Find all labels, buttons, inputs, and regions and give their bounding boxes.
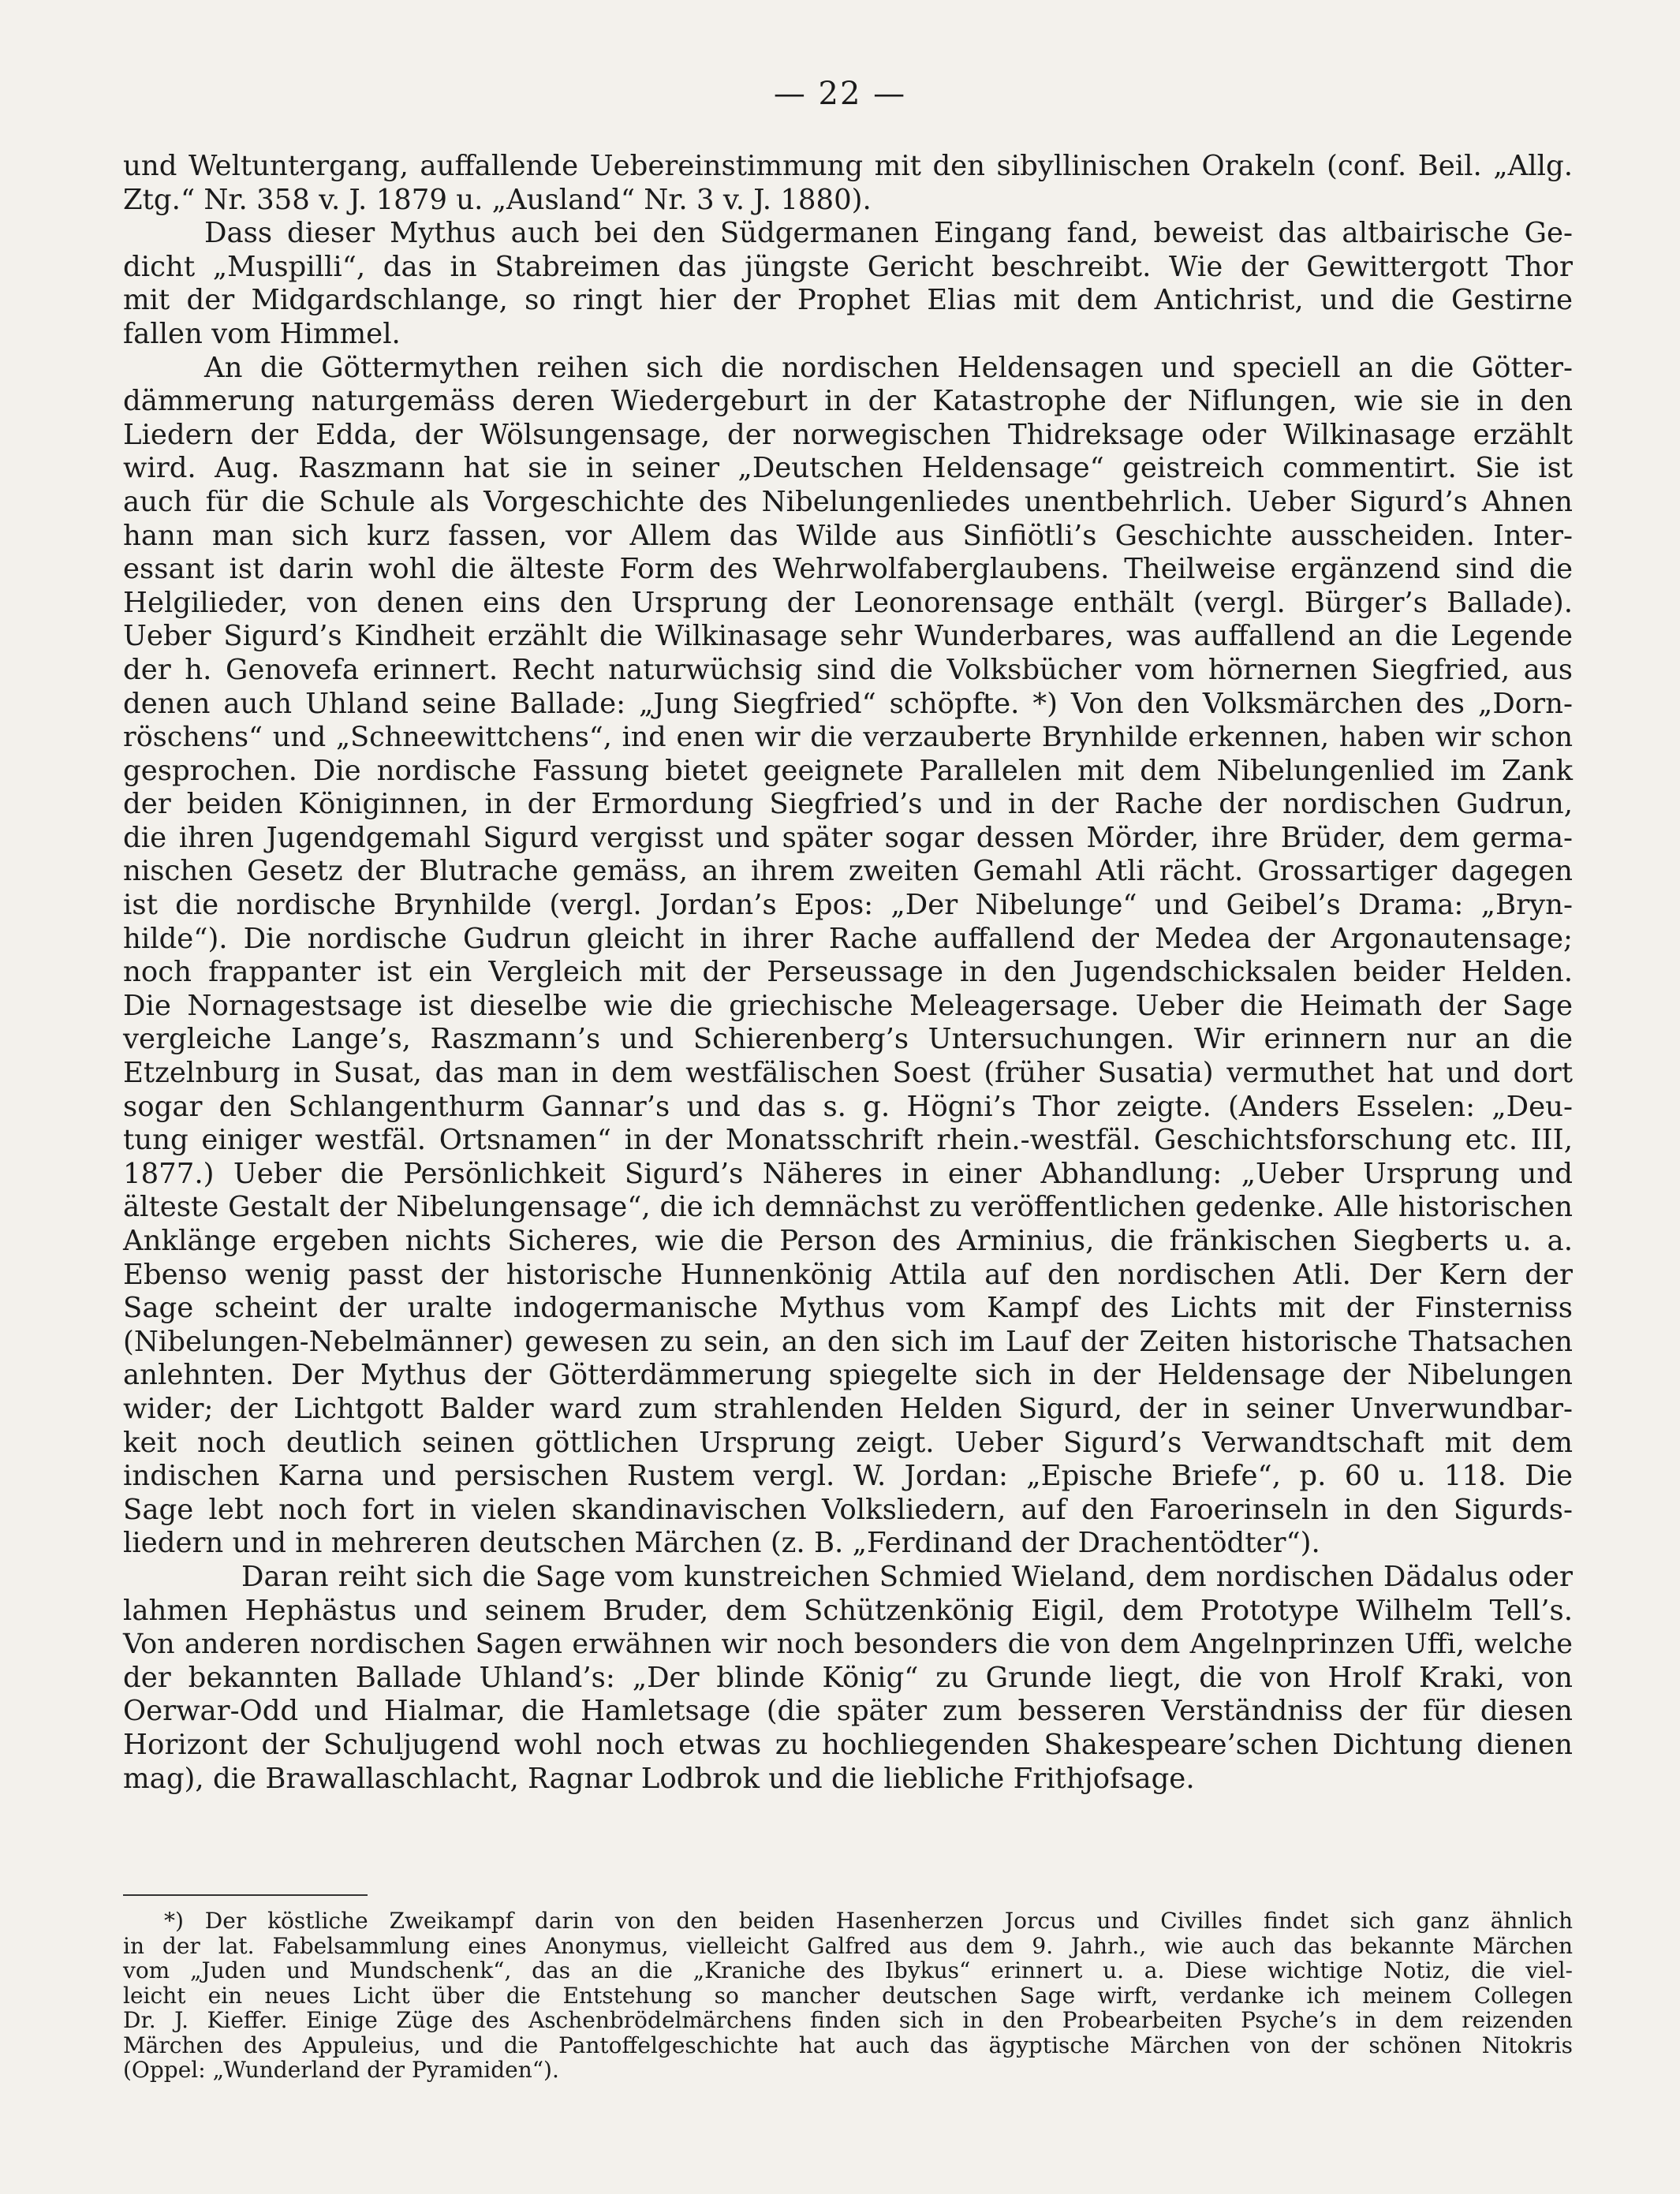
text-line: 1877.) Ueber die Persönlichkeit Sigurd’s Näheres in einer Abhandlung: „Ueber Ursprung und bbox=[123, 1157, 1573, 1190]
text-line: liedern und in mehreren deutschen Märchen (z. B. „Ferdinand der Drachentödter“). bbox=[123, 1527, 1320, 1560]
footnote-line: *) Der köstliche Zweikampf darin von den beiden Hasenherzen Jorcus und Civilles findet sich ganz ähnlich bbox=[164, 1908, 1573, 1934]
footnote-line: vom „Juden und Mundschenk“, das an die „Kraniche des Ibykus“ erinnert u. a. Diese wichtige Notiz, die viel- bbox=[123, 1957, 1573, 1983]
text-line: (Nibelungen-Nebelmänner) gewesen zu sein, an den sich im Lauf der Zeiten historische Thatsachen bbox=[123, 1325, 1573, 1358]
text-line: indischen Karna und persischen Rustem vergl. W. Jordan: „Epische Briefe“, p. 60 u. 118. Die bbox=[123, 1460, 1573, 1493]
text-line: Ueber Sigurd’s Kindheit erzählt die Wilkinasage sehr Wunderbares, was auffallend an die Legende bbox=[123, 620, 1573, 653]
text-line: Sage scheint der uralte indogermanische Mythus vom Kampf des Lichts mit der Finsterniss bbox=[123, 1292, 1573, 1325]
text-line: essant ist darin wohl die älteste Form des Wehrwolfaberglaubens. Theilweise ergänzend sind die bbox=[123, 553, 1573, 586]
text-line: wider; der Lichtgott Balder ward zum strahlenden Helden Sigurd, der in seiner Unverwundbar- bbox=[123, 1392, 1573, 1425]
text-line: ist die nordische Brynhilde (vergl. Jordan’s Epos: „Der Nibelunge“ und Geibel’s Drama: „Bryn- bbox=[123, 889, 1573, 922]
text-line: Ztg.“ Nr. 358 v. J. 1879 u. „Ausland“ Nr. 3 v. J. 1880). bbox=[123, 183, 872, 216]
footnote bbox=[123, 1909, 1573, 2083]
text-line: Etzelnburg in Susat, das man in dem westfälischen Soest (früher Susatia) vermuthet hat und dort bbox=[123, 1057, 1573, 1090]
text-line: vergleiche Lange’s, Raszmann’s und Schierenberg’s Untersuchungen. Wir erinnern nur an die bbox=[123, 1023, 1573, 1056]
text-line: Die Nornagestsage ist dieselbe wie die griechische Meleagersage. Ueber die Heimath der Sage bbox=[123, 989, 1573, 1022]
text-line: hilde“). Die nordische Gudrun gleicht in ihrer Rache auffallend der Medea der Argonautensage; bbox=[123, 922, 1573, 955]
text-line: lahmen Hephästus und seinem Bruder, dem Schützenkönig Eigil, dem Prototype Wilhelm Tell’s. bbox=[123, 1594, 1573, 1627]
text-line: keit noch deutlich seinen göttlichen Ursprung zeigt. Ueber Sigurd’s Verwandtschaft mit dem bbox=[123, 1426, 1573, 1459]
footnote-divider bbox=[123, 1894, 368, 1896]
text-line: mag), die Brawallaschlacht, Ragnar Lodbrok und die liebliche Frithjofsage. bbox=[123, 1762, 1195, 1795]
text-line: Helgilieder, von denen eins den Ursprung der Leonorensage enthält (vergl. Bürger’s Ballade). bbox=[123, 586, 1573, 619]
text-line: anlehnten. Der Mythus der Götterdämmerung spiegelte sich in der Heldensage der Nibelungen bbox=[123, 1359, 1573, 1392]
text-line: mit der Midgardschlange, so ringt hier der Prophet Elias mit dem Antichrist, und die Gestirne bbox=[123, 284, 1573, 317]
text-line: dämmerung naturgemäss deren Wiedergeburt in der Katastrophe der Niflungen, wie sie in den bbox=[123, 385, 1573, 418]
text-line: älteste Gestalt der Nibelungensage“, die ich demnächst zu veröffentlichen gedenke. Alle historischen bbox=[123, 1191, 1573, 1224]
text-line: wird. Aug. Raszmann hat sie in seiner „Deutschen Heldensage“ geistreich commentirt. Sie ist bbox=[123, 452, 1573, 485]
text-line: fallen vom Himmel. bbox=[123, 317, 401, 350]
text-line: der beiden Königinnen, in der Ermordung Siegfried’s und in der Rache der nordischen Gudrun, bbox=[123, 788, 1573, 821]
text-line: auch für die Schule als Vorgeschichte des Nibelungenliedes unentbehrlich. Ueber Sigurd’s Ahnen bbox=[123, 485, 1573, 518]
text-line: denen auch Uhland seine Ballade: „Jung Siegfried“ schöpfte. *) Von den Volksmärchen des „Dorn- bbox=[123, 687, 1573, 720]
footnote-line: leicht ein neues Licht über die Entstehung so mancher deutschen Sage wirft, verdanke ich meinem Collegen bbox=[123, 1982, 1573, 2009]
footnote-line: Dr. J. Kieffer. Einige Züge des Aschenbrödelmärchens finden sich in den Probearbeiten Psyche’s in dem reizenden bbox=[123, 2007, 1573, 2033]
text-line: röschens“ und „Schneewittchens“, ind enen wir die verzauberte Brynhilde erkennen, haben wir schon bbox=[123, 722, 1573, 754]
text-line: Sage lebt noch fort in vielen skandinavischen Volksliedern, auf den Faroerinseln in den Sigurds- bbox=[123, 1493, 1573, 1526]
main-text bbox=[123, 150, 1573, 1796]
text-line: Liedern der Edda, der Wölsungensage, der norwegischen Thidreksage oder Wilkinasage erzählt bbox=[123, 418, 1573, 451]
text-line: und Weltuntergang, auffallende Uebereinstimmung mit den sibyllinischen Orakeln (conf. Beil. „Allg. bbox=[123, 150, 1573, 182]
text-line: tung einiger westfäl. Ortsnamen“ in der Monatsschrift rhein.-westfäl. Geschichtsforschung etc. III, bbox=[123, 1124, 1573, 1157]
text-line: Von anderen nordischen Sagen erwähnen wir noch besonders die von dem Angelnprinzen Uffi, welche bbox=[123, 1629, 1573, 1661]
footnote-line: in der lat. Fabelsammlung eines Anonymus, vielleicht Galfred aus dem 9. Jahrh., wie auch das bekannte Märchen bbox=[123, 1932, 1573, 1959]
text-line: der h. Genovefa erinnert. Recht naturwüchsig sind die Volksbücher vom hörnernen Siegfried, aus bbox=[123, 653, 1573, 686]
text-line: sogar den Schlangenthurm Gannar’s und das s. g. Högni’s Thor zeigte. (Anders Esselen: „Deu- bbox=[123, 1090, 1573, 1123]
text-line: Oerwar-Odd und Hialmar, die Hamletsage (die später zum besseren Verständniss der für diesen bbox=[123, 1695, 1573, 1728]
footnote-line: Märchen des Appuleius, und die Pantoffelgeschichte hat auch das ägyptische Märchen von der schönen Nitokris bbox=[123, 2032, 1573, 2058]
text-line: die ihren Jugendgemahl Sigurd vergisst und später sogar dessen Mörder, ihre Brüder, dem germa- bbox=[123, 821, 1573, 854]
page-number: — 22 — bbox=[773, 76, 907, 112]
paragraph-start-line: Dass dieser Mythus auch bei den Südgermanen Eingang fand, beweist das altbairische Ge- bbox=[204, 217, 1573, 250]
text-line: noch frappanter ist ein Vergleich mit der Perseussage in den Jugendschicksalen beider Helden. bbox=[123, 956, 1573, 989]
paragraph-start-line: Daran reiht sich die Sage vom kunstreichen Schmied Wieland, dem nordischen Dädalus oder bbox=[241, 1560, 1573, 1593]
paragraph-start-line: An die Göttermythen reihen sich die nordischen Heldensagen und speciell an die Götter- bbox=[204, 351, 1573, 384]
footnote-line: (Oppel: „Wunderland der Pyramiden“). bbox=[123, 2057, 559, 2083]
text-line: Anklänge ergeben nichts Sicheres, wie die Person des Arminius, die fränkischen Siegberts u. a. bbox=[123, 1225, 1573, 1257]
text-line: Horizont der Schuljugend wohl noch etwas zu hochliegenden Shakespeare’schen Dichtung dienen bbox=[123, 1728, 1573, 1761]
text-line: der bekannten Ballade Uhland’s: „Der blinde König“ zu Grunde liegt, die von Hrolf Kraki, von bbox=[123, 1661, 1573, 1694]
text-line: gesprochen. Die nordische Fassung bietet geeignete Parallelen mit dem Nibelungenlied im Zank bbox=[123, 754, 1573, 787]
text-line: nischen Gesetz der Blutrache gemäss, an ihrem zweiten Gemahl Atli rächt. Grossartiger dagegen bbox=[123, 855, 1573, 888]
text-line: Ebenso wenig passt der historische Hunnenkönig Attila auf den nordischen Atli. Der Kern der bbox=[123, 1258, 1573, 1291]
text-line: dicht „Muspilli“, das in Stabreimen das jüngste Gericht beschreibt. Wie der Gewittergott Thor bbox=[123, 250, 1573, 283]
text-line: hann man sich kurz fassen, vor Allem das Wilde aus Sinfiötli’s Geschichte ausscheiden. Inter- bbox=[123, 519, 1573, 552]
